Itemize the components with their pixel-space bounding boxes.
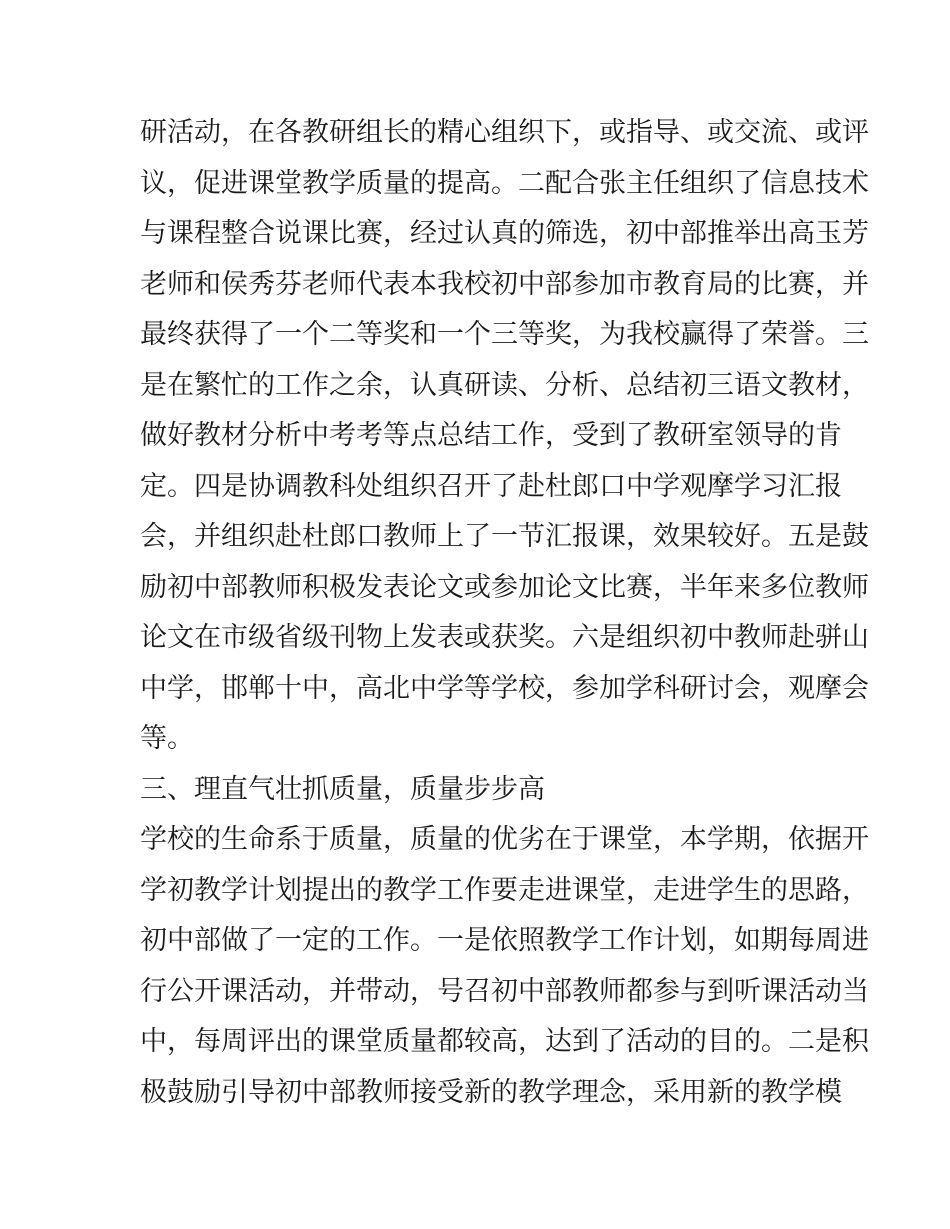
text-line: 励初中部教师积极发表论文或参加论文比赛，半年来多位教师	[140, 571, 869, 603]
text-line: 中学，邯郸十中，高北中学等学校，参加学科研讨会，观摩会	[140, 672, 869, 704]
body-text	[140, 108, 869, 1118]
text-line: 论文在市级省级刊物上发表或获奖。六是组织初中教师赴骈山	[140, 622, 869, 653]
section-heading: 三、理直气壮抓质量，质量步步高	[140, 773, 545, 805]
text-line: 研活动，在各教研组长的精心组织下，或指导、或交流、或评	[140, 117, 869, 148]
text-line: 定。四是协调教科处组织召开了赴杜郎口中学观摩学习汇报	[140, 470, 842, 502]
text-line: 学校的生命系于质量，质量的优劣在于课堂，本学期，依据开	[140, 824, 869, 855]
text-line: 做好教材分析中考考等点总结工作，受到了教研室领导的肯	[140, 420, 842, 451]
text-line: 初中部做了一定的工作。一是依照教学工作计划，如期每周进	[140, 925, 869, 956]
text-line: 是在繁忙的工作之余，认真研读、分析、总结初三语文教材，	[140, 369, 869, 401]
text-line: 与课程整合说课比赛，经过认真的筛选，初中部推举出高玉芳	[140, 218, 869, 249]
text-line: 议，促进课堂教学质量的提高。二配合张主任组织了信息技术	[140, 167, 869, 199]
text-line: 最终获得了一个二等奖和一个三等奖，为我校赢得了荣誉。三	[140, 319, 869, 350]
text-line: 老师和侯秀芬老师代表本我校初中部参加市教育局的比赛，并	[140, 268, 869, 300]
text-line: 中，每周评出的课堂质量都较高，达到了活动的目的。二是积	[140, 1026, 869, 1057]
text-line: 行公开课活动，并带动，号召初中部教师都参与到听课活动当	[140, 975, 869, 1007]
text-line: 等。	[140, 723, 194, 754]
text-line: 极鼓励引导初中部教师接受新的教学理念，采用新的教学模	[140, 1076, 842, 1108]
text-line: 会，并组织赴杜郎口教师上了一节汇报课，效果较好。五是鼓	[140, 521, 869, 552]
text-line: 学初教学计划提出的教学工作要走进课堂，走进学生的思路，	[140, 874, 869, 906]
